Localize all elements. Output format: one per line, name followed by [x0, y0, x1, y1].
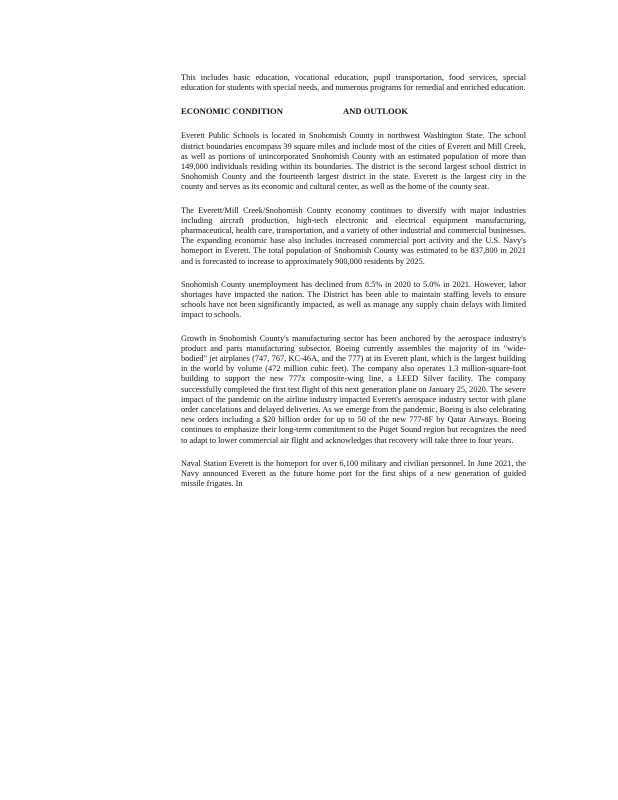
section-heading-right: AND OUTLOOK [342, 106, 409, 117]
paragraph-unemployment: Snohomish County unemployment has declined from 8.5% in 2020 to 5.0% in 2021. However, labor shortages have impacted the nation. The District has been able to maintain staffing levels to ensure schools have not been significantly impacted, as well as manage any supply chain delays with limited impact to schools. [181, 279, 526, 320]
paragraph-location: Everett Public Schools is located in Snohomish County in northwest Washington State. The school district boundaries encompass 39 square miles and include most of the cities of Everett and Mill Creek, as well as portions of unincorporated Snohomish County with an estimated population of more than 149,000 individuals residing within its boundaries. The district is the second largest school district in Snohomish County and the fourteenth largest district in the state. Everett is the largest city in the county and serves as its economic and cultural center, as well as the home of the county seat. [181, 131, 526, 192]
section-heading [181, 106, 526, 117]
document-body [181, 73, 526, 503]
intro-paragraph: This includes basic education, vocational education, pupil transportation, food services, special education for students with special needs, and numerous programs for remedial and enriched education. [181, 73, 526, 93]
paragraph-economy: The Everett/Mill Creek/Snohomish County economy continues to diversify with major industries including aircraft production, high-tech electronic and electrical equipment manufacturing, pharmaceutical, health care, transportation, and a variety of other industrial and commercial businesses. The expanding economic base also includes increased commercial port activity and the U.S. Navy's homeport in Everett. The total population of Snohomish County was estimated to be 837,800 in 2021 and is forecasted to increase to approximately 900,000 residents by 2025. [181, 205, 526, 266]
paragraph-naval-station: Naval Station Everett is the homeport for over 6,100 military and civilian personnel. In June 2021, the Navy announced Everett as the future home port for the first ships of a new generation of guided missile frigates. In [181, 458, 526, 489]
section-heading-left: ECONOMIC CONDITION [181, 106, 283, 117]
paragraph-manufacturing: Growth in Snohomish County's manufacturing sector has been anchored by the aerospace industry's product and parts manufacturing subsector. Boeing currently assembles the majority of its "wide-bodied" jet airplanes (747, 767, KC-46A, and the 777) at its Everett plant, which is the largest building in the world by volume (472 million cubic feet). The company also operates 1.3 million-square-foot building to support the new 777x composite-wing line, a LEED Silver facility. The company successfully completed the first test flight of this next generation plane on January 25, 2020. The severe impact of the pandemic on the airline industry impacted Everett's aerospace industry sector with plane order cancelations and delayed deliveries. As we emerge from the pandemic, Boeing is also celebrating new orders including a $20 billion order for up to 50 of the new 777-8F by Qatar Airways. Boeing continues to emphasize their long-term commitment to the Puget Sound region but recognizes the need to adapt to lower commercial air flight and acknowledges that recovery will take three to four years. [181, 333, 526, 445]
